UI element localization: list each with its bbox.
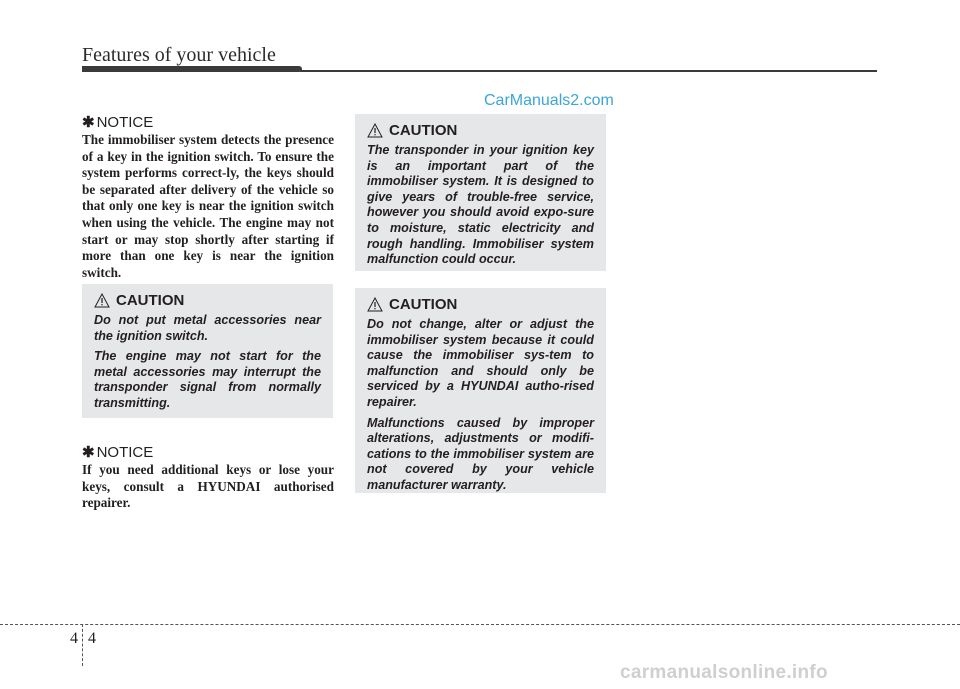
notice-star-icon: ✱	[82, 114, 95, 131]
caution-title-2-label: CAUTION	[389, 122, 458, 139]
caution-title-1-label: CAUTION	[116, 292, 185, 309]
notice-heading-2-label: NOTICE	[96, 444, 154, 461]
caution-text-3a: Do not change, alter or adjust the immobiliser system because it could cause the immobiliser sys-tem to malfunction and should only be serviced by a HYUNDAI autho-rised repairer.	[367, 317, 594, 409]
caution-title-3-label: CAUTION	[389, 296, 458, 313]
caution-text-2a: The transponder in your ignition key is an important part of the immobiliser system. It is designed to give years of trouble-free service, however you should avoid expo-sure to moisture, static electricity and rough handling. Immobiliser system malfunction could occur.	[367, 143, 594, 267]
caution-text-1b: The engine may not start for the metal accessories may interrupt the transponder signal from normally transmitting.	[94, 349, 321, 410]
section-number: 4	[70, 630, 78, 647]
notice-heading-2	[82, 443, 153, 461]
notice-star-icon: ✱	[82, 444, 95, 461]
caution-box-3	[355, 288, 606, 493]
footer-dashed-rule	[0, 624, 960, 625]
header-bar	[82, 66, 302, 72]
warning-icon	[367, 297, 383, 312]
notice-heading-1-label: NOTICE	[96, 114, 154, 131]
warning-icon	[367, 123, 383, 138]
footer-dashed-divider	[82, 624, 83, 666]
caution-title-2	[367, 122, 594, 139]
caution-text-3b: Malfunctions caused by improper alterations, adjustments or modifi-cations to the immobiliser system are not covered by your vehicle manufacturer warranty.	[367, 415, 594, 492]
notice-heading-1	[82, 113, 153, 131]
caution-text-1a: Do not put metal accessories near the ignition switch.	[94, 313, 321, 343]
caution-title-3	[367, 296, 594, 313]
warning-icon	[94, 293, 110, 308]
notice-text-2: If you need additional keys or lose your keys, consult a HYUNDAI authorised repairer.	[82, 462, 334, 511]
page-number: 4	[88, 630, 96, 647]
caution-box-1	[82, 284, 333, 418]
caution-box-2	[355, 114, 606, 271]
header-rule	[300, 70, 877, 72]
watermark-top: CarManuals2.com	[484, 92, 614, 109]
page-header-title: Features of your vehicle	[82, 44, 276, 66]
watermark-bottom: carmanualsonline.info	[620, 662, 828, 683]
caution-title-1	[94, 292, 321, 309]
notice-text-1: The immobiliser system detects the presence of a key in the ignition switch. To ensure the system performs correct-ly, the keys should be separated after delivery of the vehicle so that only one key is near the ignition switch when using the vehicle. The engine may not start or may stop shortly after starting if more than one key is near the ignition switch.	[82, 132, 334, 280]
